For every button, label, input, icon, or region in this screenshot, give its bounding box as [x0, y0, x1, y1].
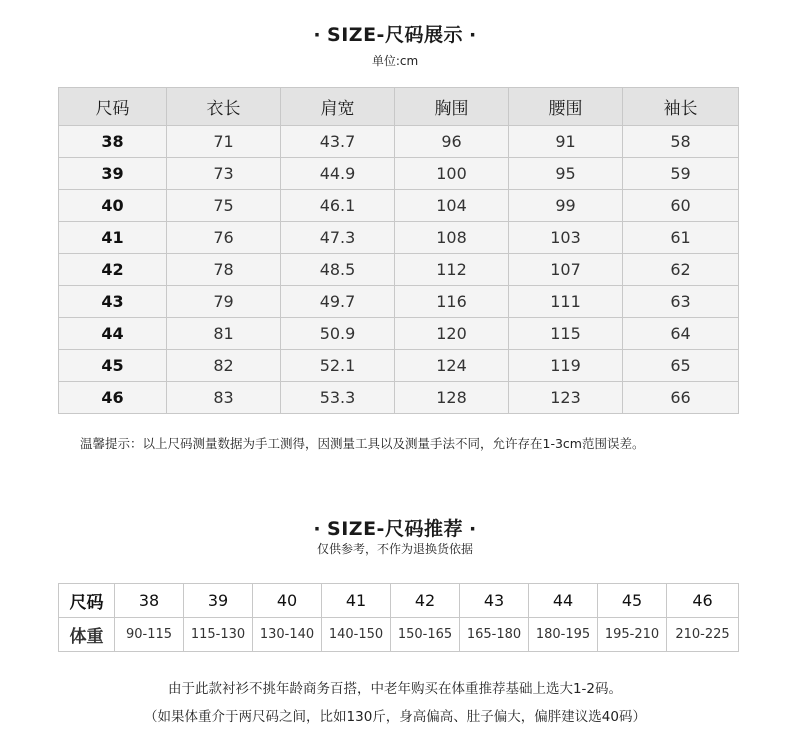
cell-size: 40 — [59, 190, 167, 222]
header-waist: 腰围 — [509, 88, 623, 126]
cell-waist: 99 — [509, 190, 623, 222]
cell-chest: 112 — [395, 254, 509, 286]
cell-size: 46 — [59, 382, 167, 414]
size-chart-row — [59, 126, 739, 158]
cell-size: 42 — [59, 254, 167, 286]
cell-waist: 123 — [509, 382, 623, 414]
cell-shoulder: 49.7 — [281, 286, 395, 318]
size-chart-row — [59, 190, 739, 222]
recommended-size: 40 — [253, 584, 322, 618]
cell-waist: 107 — [509, 254, 623, 286]
cell-size: 44 — [59, 318, 167, 350]
cell-size: 41 — [59, 222, 167, 254]
cell-waist: 111 — [509, 286, 623, 318]
header-chest: 胸围 — [395, 88, 509, 126]
size-chart-row — [59, 254, 739, 286]
size-chart-row — [59, 222, 739, 254]
recommended-size: 42 — [391, 584, 460, 618]
size-chart-row — [59, 318, 739, 350]
size-chart-title-text: SIZE-尺码展示 — [327, 24, 463, 46]
cell-shoulder: 52.1 — [281, 350, 395, 382]
size-row-label: 尺码 — [59, 584, 115, 618]
recommendation-title — [0, 514, 790, 541]
cell-sleeve: 61 — [623, 222, 739, 254]
title-dot-right: · — [468, 518, 477, 540]
cell-chest: 104 — [395, 190, 509, 222]
recommendation-weight-row — [59, 618, 739, 652]
footer-line-2: （如果体重介于两尺码之间，比如130斤，身高偏高、肚子偏大，偏胖建议选40码） — [144, 709, 646, 725]
measurement-note: 温馨提示：以上尺码测量数据为手工测得，因测量工具以及测量手法不同，允许存在1-3cm范围误差。 — [80, 436, 645, 451]
weight-range: 180-195 — [529, 618, 598, 652]
unit-label: 单位:cm — [371, 54, 419, 68]
cell-waist: 115 — [509, 318, 623, 350]
size-chart-title — [0, 20, 790, 47]
title-dot-right: · — [468, 24, 477, 46]
cell-waist: 91 — [509, 126, 623, 158]
recommendation-size-row — [59, 584, 739, 618]
size-chart-row — [59, 350, 739, 382]
cell-sleeve: 63 — [623, 286, 739, 318]
recommended-size: 44 — [529, 584, 598, 618]
cell-length: 76 — [167, 222, 281, 254]
recommended-size: 38 — [115, 584, 184, 618]
weight-range: 90-115 — [115, 618, 184, 652]
cell-sleeve: 65 — [623, 350, 739, 382]
title-dot-left: · — [313, 24, 322, 46]
cell-length: 71 — [167, 126, 281, 158]
header-sleeve: 袖长 — [623, 88, 739, 126]
cell-length: 73 — [167, 158, 281, 190]
size-chart-row — [59, 286, 739, 318]
recommendation-title-text: SIZE-尺码推荐 — [327, 518, 463, 540]
cell-sleeve: 58 — [623, 126, 739, 158]
cell-shoulder: 44.9 — [281, 158, 395, 190]
size-chart-row — [59, 382, 739, 414]
weight-range: 150-165 — [391, 618, 460, 652]
weight-row-label: 体重 — [59, 618, 115, 652]
weight-range: 115-130 — [184, 618, 253, 652]
cell-chest: 108 — [395, 222, 509, 254]
cell-shoulder: 43.7 — [281, 126, 395, 158]
header-length: 衣长 — [167, 88, 281, 126]
cell-size: 38 — [59, 126, 167, 158]
cell-sleeve: 64 — [623, 318, 739, 350]
cell-size: 39 — [59, 158, 167, 190]
recommended-size: 39 — [184, 584, 253, 618]
cell-chest: 124 — [395, 350, 509, 382]
recommended-size: 43 — [460, 584, 529, 618]
cell-length: 75 — [167, 190, 281, 222]
cell-sleeve: 66 — [623, 382, 739, 414]
cell-shoulder: 48.5 — [281, 254, 395, 286]
weight-range: 165-180 — [460, 618, 529, 652]
cell-waist: 95 — [509, 158, 623, 190]
cell-length: 81 — [167, 318, 281, 350]
cell-length: 82 — [167, 350, 281, 382]
weight-range: 195-210 — [598, 618, 667, 652]
cell-shoulder: 46.1 — [281, 190, 395, 222]
footer-line-1: 由于此款衬衫不挑年龄商务百搭，中老年购买在体重推荐基础上选大1-2码。 — [167, 681, 623, 697]
weight-range: 140-150 — [322, 618, 391, 652]
cell-waist: 103 — [509, 222, 623, 254]
cell-sleeve: 62 — [623, 254, 739, 286]
cell-chest: 116 — [395, 286, 509, 318]
size-chart-table — [58, 87, 739, 414]
cell-shoulder: 53.3 — [281, 382, 395, 414]
cell-length: 78 — [167, 254, 281, 286]
cell-sleeve: 60 — [623, 190, 739, 222]
cell-size: 43 — [59, 286, 167, 318]
cell-size: 45 — [59, 350, 167, 382]
cell-length: 79 — [167, 286, 281, 318]
cell-chest: 120 — [395, 318, 509, 350]
size-chart-header-row — [59, 88, 739, 126]
header-size: 尺码 — [59, 88, 167, 126]
cell-chest: 128 — [395, 382, 509, 414]
recommended-size: 46 — [667, 584, 739, 618]
title-dot-left: · — [313, 518, 322, 540]
weight-range: 130-140 — [253, 618, 322, 652]
header-shoulder: 肩宽 — [281, 88, 395, 126]
cell-chest: 100 — [395, 158, 509, 190]
cell-waist: 119 — [509, 350, 623, 382]
recommendation-table — [58, 583, 739, 652]
recommended-size: 41 — [322, 584, 391, 618]
cell-shoulder: 50.9 — [281, 318, 395, 350]
cell-sleeve: 59 — [623, 158, 739, 190]
recommended-size: 45 — [598, 584, 667, 618]
size-chart-row — [59, 158, 739, 190]
cell-length: 83 — [167, 382, 281, 414]
cell-chest: 96 — [395, 126, 509, 158]
cell-shoulder: 47.3 — [281, 222, 395, 254]
weight-range: 210-225 — [667, 618, 739, 652]
recommendation-subtitle: 仅供参考，不作为退换货依据 — [316, 542, 473, 556]
